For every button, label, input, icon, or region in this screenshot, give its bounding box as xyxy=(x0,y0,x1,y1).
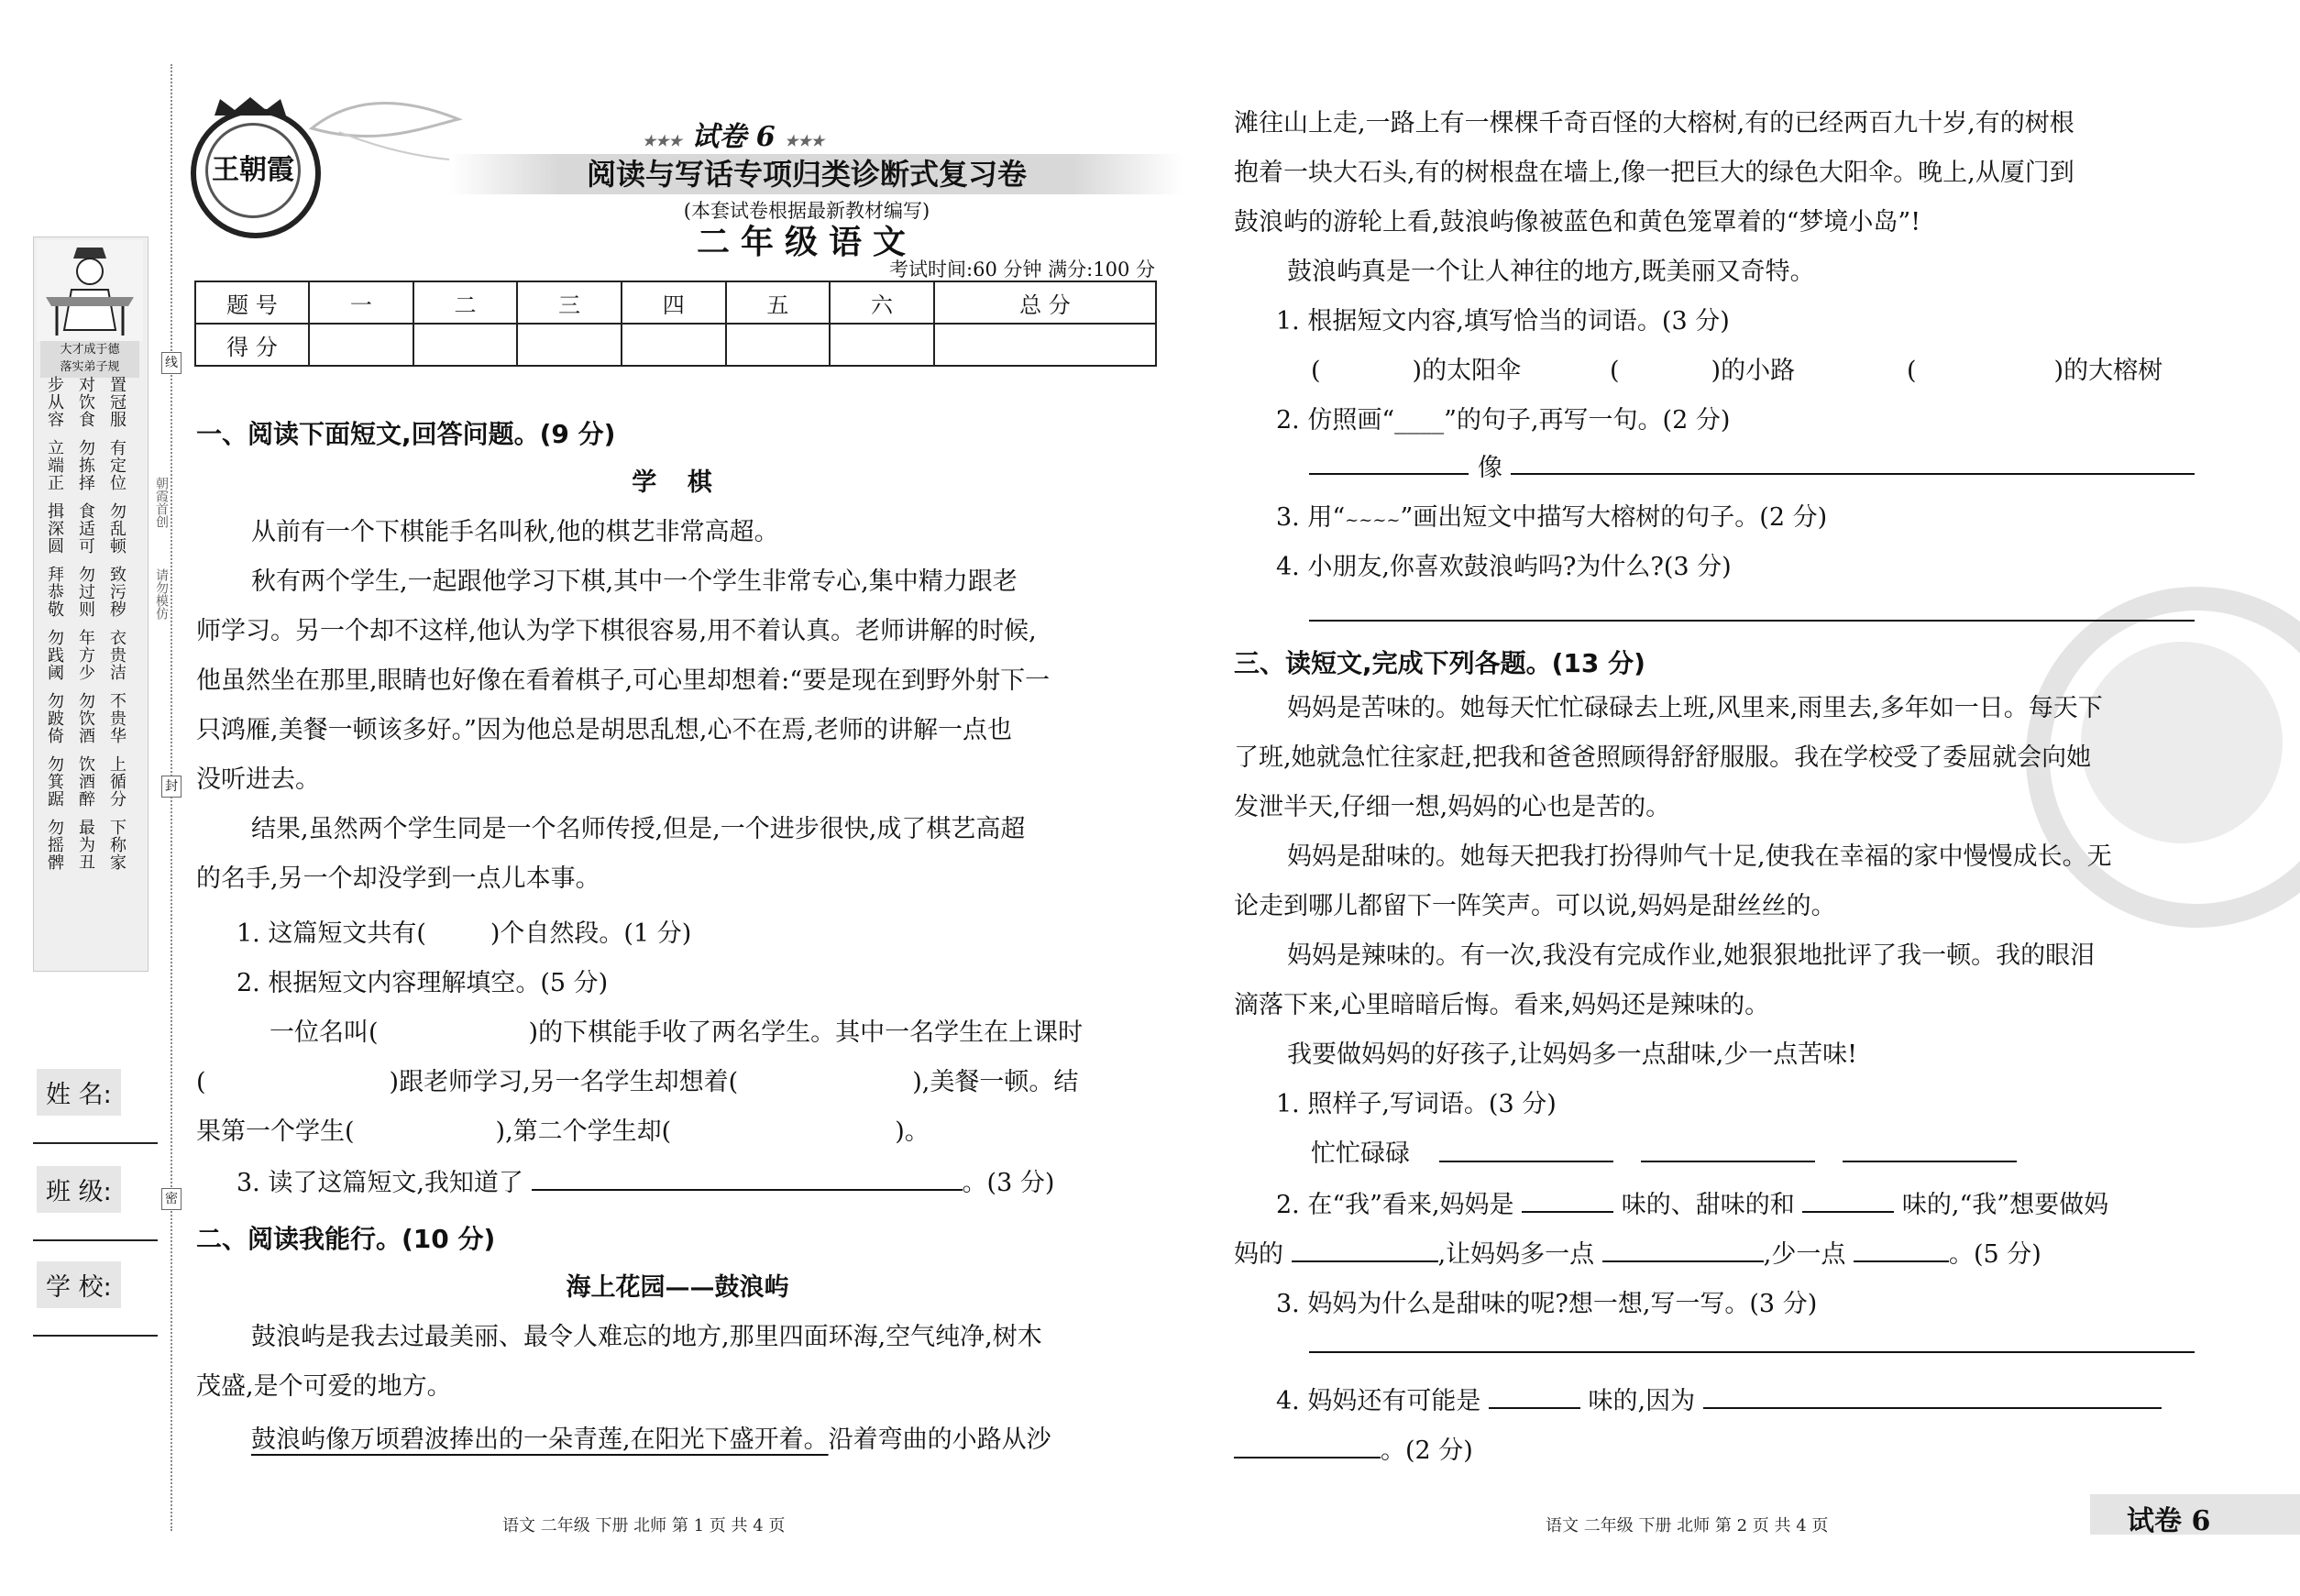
question-3-4 xyxy=(1276,1377,2162,1426)
rule-text: 年方少 xyxy=(76,629,95,681)
story-1-title: 学 棋 xyxy=(632,468,723,497)
paragraph: 只鸿雁,美餐一顿该多好。”因为他总是胡思乱想,心不在焉,老师的讲解一点也 xyxy=(196,716,1013,744)
rule-text: 揖深圆 xyxy=(45,502,64,555)
answer-line[interactable] xyxy=(1309,620,2195,622)
column-header: 四 xyxy=(622,281,726,324)
class-label: 班 级: xyxy=(37,1166,121,1213)
answer-blank[interactable] xyxy=(1802,1187,1894,1213)
rule-text: 饮酒醉 xyxy=(76,755,95,808)
rule-text: 立端正 xyxy=(45,439,64,491)
rule-text: 勿摇髀 xyxy=(45,819,64,871)
answer-line[interactable] xyxy=(1309,473,1469,475)
answer-line[interactable] xyxy=(1641,1161,1815,1162)
rules-columns xyxy=(46,376,145,871)
paragraph: 抱着一块大石头,有的树根盘在墙上,像一把巨大的绿色大阳伞。晚上,从厦门到 xyxy=(1234,159,2074,187)
grade-subject: 二年级语文 xyxy=(696,223,917,261)
scholar-illustration xyxy=(37,240,143,341)
class-field[interactable] xyxy=(33,1239,158,1241)
paragraph: 鼓浪屿的游轮上看,鼓浪屿像被蓝色和黄色笼罩着的“梦境小岛”! xyxy=(1234,208,1921,237)
rule-text: 勿箕踞 xyxy=(45,755,64,808)
question-text: 妈的 xyxy=(1234,1240,1283,1269)
fill-line xyxy=(270,1008,1083,1058)
school-field[interactable] xyxy=(33,1335,158,1337)
fill-line xyxy=(196,1107,930,1157)
answer-line[interactable] xyxy=(1439,1161,1613,1162)
question-text: )的大榕树 xyxy=(2053,357,2163,385)
example-word: 忙忙碌碌 xyxy=(1311,1139,1410,1168)
paragraph: 滩往山上走,一路上有一棵棵千奇百怪的大榕树,有的已经两百九十岁,有的树根 xyxy=(1234,109,2074,138)
corner-label: 试卷 6 xyxy=(2127,1505,2211,1537)
rule-text: 拜恭敬 xyxy=(45,566,64,618)
rule-text: 衣贵洁 xyxy=(107,629,127,681)
paragraph: 茂盛,是个可爱的地方。 xyxy=(196,1372,452,1401)
question-3-3: 3. 妈妈为什么是甜味的呢?想一想,写一写。(3 分) xyxy=(1276,1290,1818,1318)
score-cell[interactable] xyxy=(830,324,934,366)
question-text: 。(5 分) xyxy=(1948,1240,2041,1269)
question-text: 味的,因为 xyxy=(1588,1387,1696,1415)
paragraph: 妈妈是苦味的。她每天忙忙碌碌去上班,风里来,雨里去,多年如一日。每天下 xyxy=(1287,694,2103,722)
table-row xyxy=(195,324,1156,366)
paragraph: 论走到哪儿都留下一阵笑声。可以说,妈妈是甜丝丝的。 xyxy=(1234,892,1836,920)
question-text: )个自然段。(1 分) xyxy=(490,919,692,948)
answer-blank[interactable] xyxy=(532,1165,963,1191)
side-note: 请勿模仿 xyxy=(154,568,169,620)
title-note: (本套试卷根据最新教材编写) xyxy=(683,200,930,222)
question-2-3 xyxy=(1276,493,1827,545)
rule-text: 勿饮酒 xyxy=(76,692,95,744)
motto-box xyxy=(40,341,139,378)
page-footer-left: 语文 二年级 下册 北师 第 1 页 共 4 页 xyxy=(502,1516,786,1535)
question-text: 2. 在“我”看来,妈妈是 xyxy=(1276,1191,1514,1219)
crown-icon xyxy=(211,95,290,117)
paragraph: 鼓浪屿是我去过最美丽、最令人难忘的地方,那里四面环海,空气纯净,树木 xyxy=(251,1323,1042,1351)
motto-line: 大才成于德 xyxy=(60,343,120,357)
rule-group xyxy=(46,439,145,491)
rule-group xyxy=(46,692,145,744)
rule-text: 上循分 xyxy=(107,755,127,808)
wavy-line-symbol: ~~~~ xyxy=(1345,511,1401,530)
column-header: 一 xyxy=(309,281,413,324)
score-cell[interactable] xyxy=(726,324,831,366)
score-table xyxy=(194,281,1157,367)
side-note: 朝霞首创 xyxy=(154,477,169,528)
question-text: 1. 这篇短文共有( xyxy=(237,919,426,948)
column-header: 三 xyxy=(517,281,622,324)
rule-text: 对饮食 xyxy=(76,376,95,428)
binding-divider xyxy=(171,64,172,1531)
section-2-title: 二、阅读我能行。(10 分) xyxy=(196,1224,496,1254)
rule-text: 食适可 xyxy=(76,502,95,555)
row-header: 题 号 xyxy=(195,281,309,324)
paragraph: 鼓浪屿真是一个让人神往的地方,既美丽又奇特。 xyxy=(1287,258,1815,286)
paragraph: 他虽然坐在那里,眼睛也好像在看着棋子,可心里却想着:“要是现在到野外射下一 xyxy=(196,666,1051,695)
question-1-1 xyxy=(237,909,691,959)
question-text: 3. 用“ xyxy=(1276,503,1346,532)
question-text: ( xyxy=(1907,357,1917,385)
underlined-sentence: 鼓浪屿像万顷碧波捧出的一朵青莲,在阳光下盛开着。 xyxy=(251,1425,829,1454)
paragraph: 了班,她就急忙往家赶,把我和爸爸照顾得舒舒服服。我在学校受了委屈就会向她 xyxy=(1234,743,2092,772)
score-cell[interactable] xyxy=(413,324,518,366)
rule-text: 置冠服 xyxy=(107,376,127,428)
rule-group xyxy=(46,629,145,681)
fill-line xyxy=(1234,1426,1473,1476)
rule-text: 下称家 xyxy=(107,819,127,871)
rule-group xyxy=(46,376,145,428)
answer-blank[interactable] xyxy=(1602,1237,1764,1262)
question-text: )的下棋能手收了两名学生。其中一名学生在上课时 xyxy=(528,1018,1084,1047)
question-text: 味的,“我”想要做妈 xyxy=(1901,1191,2109,1219)
paragraph xyxy=(251,1415,1051,1465)
rule-group xyxy=(46,566,145,618)
question-text: ( xyxy=(1311,357,1321,385)
answer-blank[interactable] xyxy=(1703,1383,2162,1409)
question-text: ( xyxy=(1610,357,1620,385)
question-3-1: 1. 照样子,写词语。(3 分) xyxy=(1276,1090,1557,1118)
question-2-2: 2. 仿照画“____”的句子,再写一句。(2 分) xyxy=(1276,406,1731,435)
paragraph: 师学习。另一个却不这样,他认为学下棋很容易,用不着认真。老师讲解的时候, xyxy=(196,617,1037,645)
paragraph: 妈妈是甜味的。她每天把我打扮得帅气十足,使我在幸福的家中慢慢成长。无 xyxy=(1287,842,2112,871)
answer-blank[interactable] xyxy=(1522,1187,1613,1213)
rule-group xyxy=(46,502,145,555)
section-1-title: 一、阅读下面短文,回答问题。(9 分) xyxy=(196,419,616,449)
page-title: 阅读与写话专项归类诊断式复习卷 xyxy=(586,157,1027,192)
question-text: ”画出短文中描写大榕树的句子。(2 分) xyxy=(1400,503,1828,532)
question-text: 果第一个学生( xyxy=(196,1117,355,1146)
seal-stamp: 线 xyxy=(161,352,182,374)
question-text: 一位名叫( xyxy=(270,1018,379,1047)
answer-line[interactable] xyxy=(1843,1161,2017,1162)
fill-item xyxy=(1907,347,2162,396)
question-text: ),美餐一顿。结 xyxy=(912,1068,1079,1096)
score-cell[interactable] xyxy=(622,324,726,366)
name-field[interactable] xyxy=(33,1142,158,1144)
paragraph: 秋有两个学生,一起跟他学习下棋,其中一个学生非常专心,集中精力跟老 xyxy=(251,567,1018,596)
rule-group xyxy=(46,755,145,808)
logo-text: 王朝霞 xyxy=(205,123,301,218)
rule-text: 有定位 xyxy=(107,439,127,491)
rule-text: 不贵华 xyxy=(107,692,127,744)
paragraph: 结果,虽然两个学生同是一个名师传授,但是,一个进步很快,成了棋艺高超 xyxy=(251,815,1026,843)
name-label: 姓 名: xyxy=(37,1069,121,1116)
section-3-title: 三、读短文,完成下列各题。(13 分) xyxy=(1234,648,1645,678)
rule-text: 勿乱顿 xyxy=(107,502,127,555)
motto-line: 落实弟子规 xyxy=(60,360,120,374)
paragraph: 没听进去。 xyxy=(196,765,320,794)
question-2-4: 4. 小朋友,你喜欢鼓浪屿吗?为什么?(3 分) xyxy=(1276,553,1732,581)
stars-right: ★★★ xyxy=(785,132,825,149)
page-footer-right: 语文 二年级 下册 北师 第 2 页 共 4 页 xyxy=(1546,1516,1829,1535)
seal-stamp: 封 xyxy=(161,776,182,798)
score-cell[interactable] xyxy=(934,324,1156,366)
question-text: ( xyxy=(196,1068,206,1096)
column-header: 总 分 xyxy=(934,281,1156,324)
fill-line xyxy=(196,1058,1078,1107)
rule-text: 勿拣择 xyxy=(76,439,95,491)
question-text: 。(2 分) xyxy=(1381,1436,1473,1465)
rule-text: 最为丑 xyxy=(76,819,95,871)
question-text: ),第二个学生却( xyxy=(495,1117,672,1146)
rule-text: 步从容 xyxy=(45,376,64,428)
watermark-seal-inner xyxy=(2081,642,2283,843)
question-text: 3. 读了这篇短文,我知道了 xyxy=(237,1169,523,1197)
question-3-2 xyxy=(1276,1181,2108,1230)
paragraph: 的名手,另一个却没学到一点儿本事。 xyxy=(196,864,600,893)
question-text: ,让妈妈多一点 xyxy=(1437,1240,1595,1269)
column-header: 二 xyxy=(413,281,518,324)
rule-text: 致污秽 xyxy=(107,566,127,618)
answer-blank[interactable] xyxy=(1292,1237,1438,1262)
question-1-2: 2. 根据短文内容理解填空。(5 分) xyxy=(237,969,609,997)
table-row xyxy=(195,281,1156,324)
question-text: ,少一点 xyxy=(1763,1240,1846,1269)
paragraph: 发泄半天,仔细一想,妈妈的心也是苦的。 xyxy=(1234,793,1671,821)
answer-line[interactable] xyxy=(1309,1351,2195,1353)
like-word: 像 xyxy=(1478,454,1502,482)
exam-time: 考试时间:60 分钟 满分:100 分 xyxy=(889,259,1155,281)
school-label: 学 校: xyxy=(37,1261,121,1308)
paragraph: 从前有一个下棋能手名叫秋,他的棋艺非常高超。 xyxy=(251,518,779,546)
rule-text: 勿跛倚 xyxy=(45,692,64,744)
score-cell[interactable] xyxy=(309,324,413,366)
answer-blank[interactable] xyxy=(1489,1383,1580,1409)
row-header: 得 分 xyxy=(195,324,309,366)
answer-line[interactable] xyxy=(1511,473,2195,475)
answer-blank[interactable] xyxy=(1234,1433,1381,1458)
paper-number-text: 试卷 6 xyxy=(691,121,776,153)
stars-left: ★★★ xyxy=(642,132,682,149)
question-1-3 xyxy=(237,1159,1054,1208)
question-text: )跟老师学习,另一名学生却想着( xyxy=(389,1068,739,1096)
rule-text: 勿过则 xyxy=(76,566,95,618)
question-text: )的小路 xyxy=(1711,357,1796,385)
rule-group xyxy=(46,819,145,871)
paragraph-text: 沿着弯曲的小路从沙 xyxy=(828,1425,1051,1454)
question-text: )。 xyxy=(895,1117,930,1146)
column-header: 六 xyxy=(830,281,934,324)
question-text: 4. 妈妈还有可能是 xyxy=(1276,1387,1481,1415)
column-header: 五 xyxy=(726,281,831,324)
question-2-1: 1. 根据短文内容,填写恰当的词语。(3 分) xyxy=(1276,307,1730,336)
question-text: 。(3 分) xyxy=(962,1169,1055,1197)
fill-item xyxy=(1610,347,1795,396)
paper-number xyxy=(623,114,843,154)
fill-line xyxy=(1234,1230,2041,1280)
question-text: )的太阳伞 xyxy=(1412,357,1522,385)
answer-blank[interactable] xyxy=(1854,1237,1949,1262)
score-cell[interactable] xyxy=(517,324,622,366)
rule-text: 勿践阈 xyxy=(45,629,64,681)
story-2-title: 海上花园——鼓浪屿 xyxy=(566,1273,789,1302)
question-text: 味的、甜味的和 xyxy=(1621,1191,1795,1219)
paragraph: 我要做妈妈的好孩子,让妈妈多一点甜味,少一点苦味! xyxy=(1287,1040,1858,1069)
paragraph: 妈妈是辣味的。有一次,我没有完成作业,她狠狠地批评了我一顿。我的眼泪 xyxy=(1287,941,2096,970)
fill-item xyxy=(1311,347,1521,396)
paragraph: 滴落下来,心里暗暗后悔。看来,妈妈还是辣味的。 xyxy=(1234,991,1770,1019)
seal-stamp: 密 xyxy=(161,1188,182,1210)
